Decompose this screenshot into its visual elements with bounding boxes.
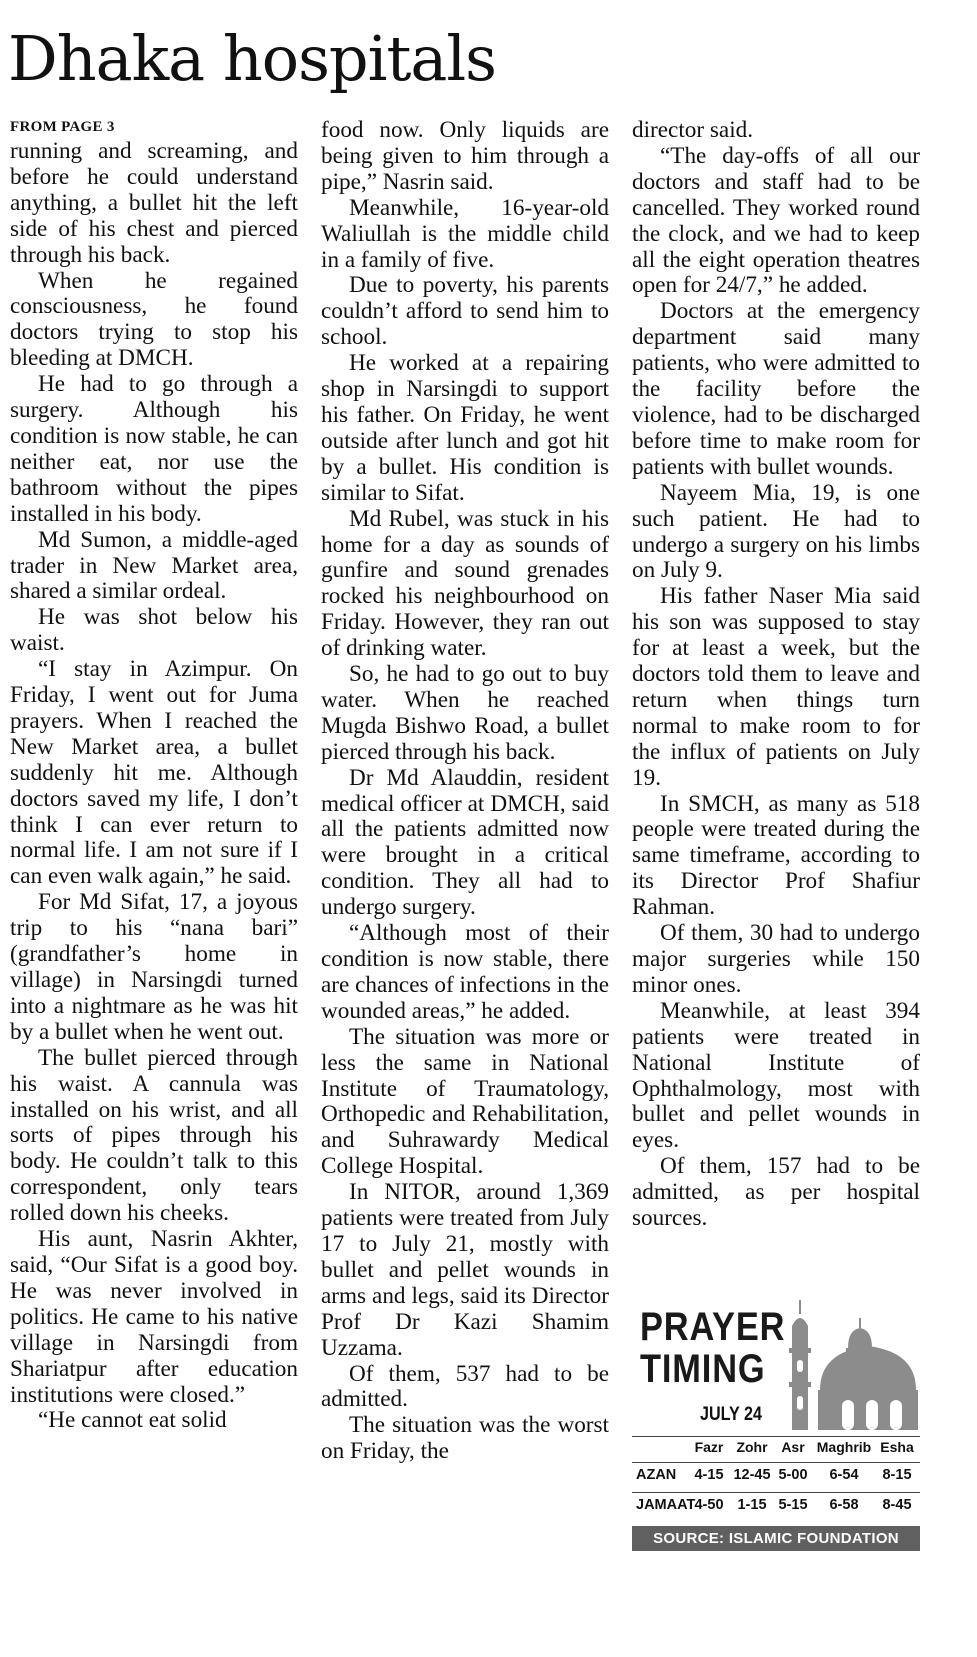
paragraph: Nayeem Mia, 19, is one such patient. He had to undergo a surgery on his limbs on July 9. — [632, 479, 920, 584]
time-cell: 5-00 — [778, 1467, 808, 1483]
article-column-3 — [632, 118, 920, 1232]
paragraph: Of them, 537 had to be admitted. — [321, 1360, 609, 1413]
headline: Dhaka hospitals — [8, 22, 496, 95]
paragraph: Meanwhile, at least 394 patients were treated in National Institute of Ophthalmology, most with bullet and pellet wounds in eyes. — [632, 997, 920, 1154]
header-cell: Esha — [880, 1439, 914, 1455]
source-label: SOURCE: — [653, 1530, 725, 1547]
time-cell: 1-15 — [737, 1497, 767, 1513]
time-cell: 6-58 — [829, 1497, 859, 1513]
paragraph: Md Sumon, a middle-aged trader in New Market area, shared a similar ordeal. — [10, 526, 298, 605]
paragraph: running and screaming, and before he could understand anything, a bullet hit the left side of his chest and pierced through his back. — [10, 138, 298, 268]
header-cell: Zohr — [736, 1439, 768, 1455]
paragraph: Of them, 157 had to be admitted, as per hospital sources. — [632, 1153, 920, 1232]
time-cell: 4-50 — [694, 1497, 724, 1513]
paragraph: Of them, 30 had to undergo major surgeries while 150 minor ones. — [632, 920, 920, 998]
source-bar — [632, 1526, 920, 1551]
header-cell: Maghrib — [816, 1439, 872, 1455]
paragraph: So, he had to go out to buy water. When he reached Mugda Bishwo Road, a bullet pierced through his back. — [321, 661, 609, 765]
paragraph: He was shot below his waist. — [10, 604, 298, 657]
paragraph: The situation was the worst on Friday, the — [321, 1412, 609, 1465]
prayer-timing-box — [632, 1296, 920, 1576]
paragraph: When he regained consciousness, he found doctors trying to stop his bleeding at DMCH. — [10, 267, 298, 372]
paragraph: Meanwhile, 16-year-old Waliullah is the middle child in a family of five. — [321, 194, 609, 273]
time-cell: 6-54 — [829, 1467, 859, 1483]
paragraph: The situation was more or less the same in National Institute of Traumatology, Orthopedic and Rehabilitation, and Suhrawardy Medical College Hospital. — [321, 1023, 609, 1180]
source-name: ISLAMIC FOUNDATION — [728, 1530, 899, 1547]
paragraph: In NITOR, around 1,369 patients were treated from July 17 to July 21, mostly with bullet and pellet wounds in arms and legs, said its Director Prof Dr Kazi Shamim Uzzama. — [321, 1179, 609, 1361]
prayer-header-row — [632, 1436, 920, 1462]
time-cell: 5-15 — [778, 1497, 808, 1513]
paragraph: food now. Only liquids are being given to him through a pipe,” Nasrin said. — [321, 117, 609, 195]
row-label: AZAN — [636, 1467, 677, 1483]
row-label: JAMAAT — [636, 1497, 696, 1513]
paragraph: Md Rubel, was stuck in his home for a day as sounds of gunfire and sound grenades rocked his neighbourhood on Friday. However, they ran out of drinking water. — [321, 505, 609, 662]
paragraph: His father Naser Mia said his son was supposed to stay for at least a week, but the doctors told them to leave and return when things turn normal to make room to for the influx of patients on July 19. — [632, 583, 920, 791]
header-cell: Asr — [781, 1439, 805, 1455]
from-page-kicker: FROM PAGE 3 — [10, 119, 115, 135]
paragraph: Doctors at the emergency department said many patients, who were admitted to the facility before the violence, had to be discharged before time to make room for patients with bullet wounds. — [632, 298, 920, 480]
paragraph: His aunt, Nasrin Akhter, said, “Our Sifat is a good boy. He was never involved in politics. He came to his native village in Narsingdi from Shariatpur after education institutions were closed.” — [10, 1226, 298, 1408]
paragraph: The bullet pierced through his waist. A cannula was installed on his wrist, and all sorts of pipes through his body. He couldn’t talk to this correspondent, only tears rolled down his cheeks. — [10, 1044, 298, 1227]
paragraph: director said. — [632, 117, 754, 143]
time-cell: 8-45 — [882, 1497, 912, 1513]
mosque-icon — [782, 1296, 920, 1434]
header-cell: Fazr — [694, 1439, 724, 1455]
paragraph: “He cannot eat solid — [38, 1407, 227, 1434]
paragraph: “The day-offs of all our doctors and staff had to be cancelled. They worked round the clock, and we had to keep all the eight operation theatres open for 24/7,” he added. — [632, 142, 920, 299]
paragraph: In SMCH, as many as 518 people were treated during the same timeframe, according to its Director Prof Shafiur Rahman. — [632, 790, 920, 921]
article-column-1 — [10, 118, 298, 1434]
paragraph: Due to poverty, his parents couldn’t afford to send him to school. — [321, 272, 609, 351]
paragraph: He had to go through a surgery. Although his condition is now stable, he can neither eat, nor use the bathroom without the pipes installed in his body. — [10, 371, 298, 527]
prayer-date: JULY 24 — [700, 1404, 762, 1425]
paragraph: For Md Sifat, 17, a joyous trip to his “nana bari” (grandfather’s home in village) in Narsingdi turned into a nightmare as he was hit by a bullet when he went out. — [10, 889, 298, 1045]
prayer-row-jamaat — [632, 1494, 920, 1520]
paragraph: “Although most of their condition is now stable, there are chances of infections in the wounded areas,” he added. — [321, 920, 609, 1024]
paragraph: He worked at a repairing shop in Narsingdi to support his father. On Friday, he went outside after lunch and got hit by a bullet. His condition is similar to Sifat. — [321, 350, 609, 506]
prayer-title: PRAYER TIMING — [640, 1305, 786, 1391]
time-cell: 12-45 — [733, 1467, 771, 1483]
paragraph: “I stay in Azimpur. On Friday, I went out for Juma prayers. When I reached the New Market area, a bullet suddenly hit me. Although doctors saved my life, I don’t think I can ever return to normal life. I am not sure if I can even walk again,” he said. — [10, 656, 298, 890]
time-cell: 4-15 — [694, 1467, 724, 1483]
time-cell: 8-15 — [882, 1467, 912, 1483]
paragraph: Dr Md Alauddin, resident medical officer at DMCH, said all the patients admitted now were brought in a critical condition. They all had to undergo surgery. — [321, 764, 609, 921]
prayer-row-azan — [632, 1464, 920, 1490]
article-column-2 — [321, 118, 609, 1465]
